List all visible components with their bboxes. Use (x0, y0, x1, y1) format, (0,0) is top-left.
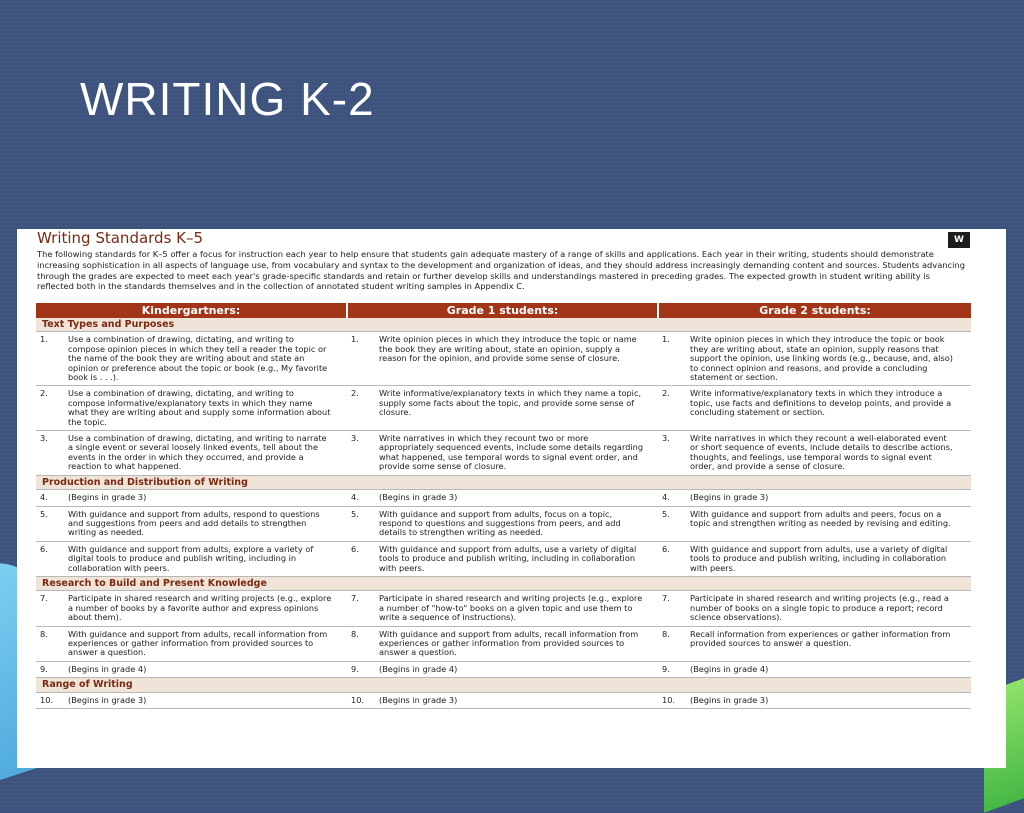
standard-text: Write narratives in which they recount two or more appropriately sequenced events, include some details regarding what happened, use temporal words to signal event order, and provide some sense of closure. (379, 431, 658, 476)
standard-text: (Begins in grade 3) (690, 490, 971, 506)
standard-number: 10. (658, 692, 690, 708)
standards-table (36, 303, 971, 709)
standard-text: (Begins in grade 3) (68, 692, 347, 708)
standard-number: 9. (658, 661, 690, 677)
standard-text: Use a combination of drawing, dictating, and writing to compose informative/explanatory texts in which they name what they are writing about and supply some information about the topic. (68, 386, 347, 431)
standard-number: 2. (36, 386, 68, 431)
standard-text: Use a combination of drawing, dictating, and writing to narrate a single event or several loosely linked events, tell about the events in the order in which they occurred, and provide a reaction to what happened. (68, 431, 347, 476)
standard-text: Write opinion pieces in which they introduce the topic or book they are writing about, state an opinion, supply reasons that support the opinion, use linking words (e.g., because, and, also) to connect opinion and reasons, and provide a concluding statement or section. (690, 332, 971, 386)
standard-number: 6. (658, 541, 690, 576)
section-heading: Research to Build and Present Knowledge (36, 576, 971, 590)
standard-text: (Begins in grade 3) (68, 490, 347, 506)
standard-number: 7. (658, 591, 690, 626)
standard-number: 5. (658, 506, 690, 541)
standard-number: 5. (36, 506, 68, 541)
standard-number: 7. (36, 591, 68, 626)
section-heading: Production and Distribution of Writing (36, 475, 971, 489)
standard-number: 2. (347, 386, 379, 431)
section-row (36, 318, 971, 332)
standard-number: 4. (347, 490, 379, 506)
standard-number: 8. (36, 626, 68, 661)
document-image (17, 229, 1006, 768)
column-header-kindergarten: Kindergartners: (36, 303, 347, 318)
table-header-row (36, 303, 971, 318)
standard-text: Participate in shared research and writing projects (e.g., explore a number of "how-to" books on a given topic and use them to write a sequence of instructions). (379, 591, 658, 626)
standard-text: With guidance and support from adults and peers, focus on a topic and strengthen writing as needed by revising and editing. (690, 506, 971, 541)
table-row (36, 541, 971, 576)
standard-text: Use a combination of drawing, dictating, and writing to compose opinion pieces in which they tell a reader the topic or the name of the book they are writing about and state an opinion or preference about the topic or book (e.g., My favorite book is . . .). (68, 332, 347, 386)
standard-text: (Begins in grade 4) (690, 661, 971, 677)
table-row (36, 332, 971, 386)
standard-text: (Begins in grade 3) (379, 692, 658, 708)
section-heading: Range of Writing (36, 678, 971, 692)
standard-text: With guidance and support from adults, recall information from experiences or gather information from provided sources to answer a question. (379, 626, 658, 661)
standard-text: Participate in shared research and writing projects (e.g., read a number of books on a single topic to produce a report; record science observations). (690, 591, 971, 626)
standard-number: 4. (658, 490, 690, 506)
standard-number: 2. (658, 386, 690, 431)
standard-number: 3. (347, 431, 379, 476)
standard-text: With guidance and support from adults, recall information from experiences or gather information from provided sources to answer a question. (68, 626, 347, 661)
standard-number: 8. (658, 626, 690, 661)
standard-number: 3. (658, 431, 690, 476)
standard-text: (Begins in grade 3) (690, 692, 971, 708)
standard-number: 7. (347, 591, 379, 626)
standard-text: (Begins in grade 4) (68, 661, 347, 677)
document-title: Writing Standards K–5 (37, 229, 204, 247)
standard-text: Recall information from experiences or gather information from provided sources to answer a question. (690, 626, 971, 661)
table-row (36, 490, 971, 506)
standard-text: With guidance and support from adults, focus on a topic, respond to questions and suggestions from peers, and add details to strengthen writing as needed. (379, 506, 658, 541)
section-row (36, 678, 971, 692)
standard-number: 10. (36, 692, 68, 708)
standard-number: 1. (658, 332, 690, 386)
standard-number: 6. (36, 541, 68, 576)
table-row (36, 386, 971, 431)
table-row (36, 591, 971, 626)
standard-text: Write opinion pieces in which they introduce the topic or name the book they are writing about, state an opinion, supply a reason for the opinion, and provide some sense of closure. (379, 332, 658, 386)
standard-text: With guidance and support from adults, use a variety of digital tools to produce and publish writing, including in collaboration with peers. (379, 541, 658, 576)
section-row (36, 576, 971, 590)
table-row (36, 692, 971, 708)
standard-number: 1. (347, 332, 379, 386)
standard-text: (Begins in grade 3) (379, 490, 658, 506)
table-row (36, 431, 971, 476)
writing-badge: W (948, 232, 970, 248)
slide-title: WRITING K-2 (80, 73, 375, 125)
column-header-grade-1: Grade 1 students: (347, 303, 658, 318)
intro-paragraph: The following standards for K–5 offer a focus for instruction each year to help ensure that students gain adequate mastery of a range of skills and applications. Each year in their writing, students should demonstrate increasing sophistication in all aspects of language use, from vocabulary and syntax to the development and organization of ideas, and they should address increasingly demanding content and sources. Students advancing through the grades are expected to meet each year's grade-specific standards and retain or further develop skills and understandings mastered in preceding grades. The expected growth in student writing ability is reflected both in the standards themselves and in the collection of annotated student writing samples in Appendix C. (37, 249, 965, 292)
table-row (36, 506, 971, 541)
section-heading: Text Types and Purposes (36, 318, 971, 332)
standard-text: Write informative/explanatory texts in which they name a topic, supply some facts about the topic, and provide some sense of closure. (379, 386, 658, 431)
standard-number: 9. (36, 661, 68, 677)
standard-text: With guidance and support from adults, respond to questions and suggestions from peers and add details to strengthen writing as needed. (68, 506, 347, 541)
standard-number: 5. (347, 506, 379, 541)
standard-number: 1. (36, 332, 68, 386)
standard-number: 9. (347, 661, 379, 677)
standard-text: (Begins in grade 4) (379, 661, 658, 677)
table-row (36, 626, 971, 661)
standard-number: 8. (347, 626, 379, 661)
standard-text: With guidance and support from adults, use a variety of digital tools to produce and publish writing, including in collaboration with peers. (690, 541, 971, 576)
column-header-grade-2: Grade 2 students: (658, 303, 971, 318)
standard-number: 4. (36, 490, 68, 506)
standard-number: 6. (347, 541, 379, 576)
section-row (36, 475, 971, 489)
standard-text: With guidance and support from adults, explore a variety of digital tools to produce and publish writing, including in collaboration with peers. (68, 541, 347, 576)
standard-text: Write narratives in which they recount a well-elaborated event or short sequence of events, include details to describe actions, thoughts, and feelings, use temporal words to signal event order, and provide a sense of closure. (690, 431, 971, 476)
table-row (36, 661, 971, 677)
standard-text: Participate in shared research and writing projects (e.g., explore a number of books by a favorite author and express opinions about them). (68, 591, 347, 626)
standard-number: 10. (347, 692, 379, 708)
table-body (36, 318, 971, 709)
standard-text: Write informative/explanatory texts in which they introduce a topic, use facts and definitions to develop points, and provide a concluding statement or section. (690, 386, 971, 431)
standard-number: 3. (36, 431, 68, 476)
